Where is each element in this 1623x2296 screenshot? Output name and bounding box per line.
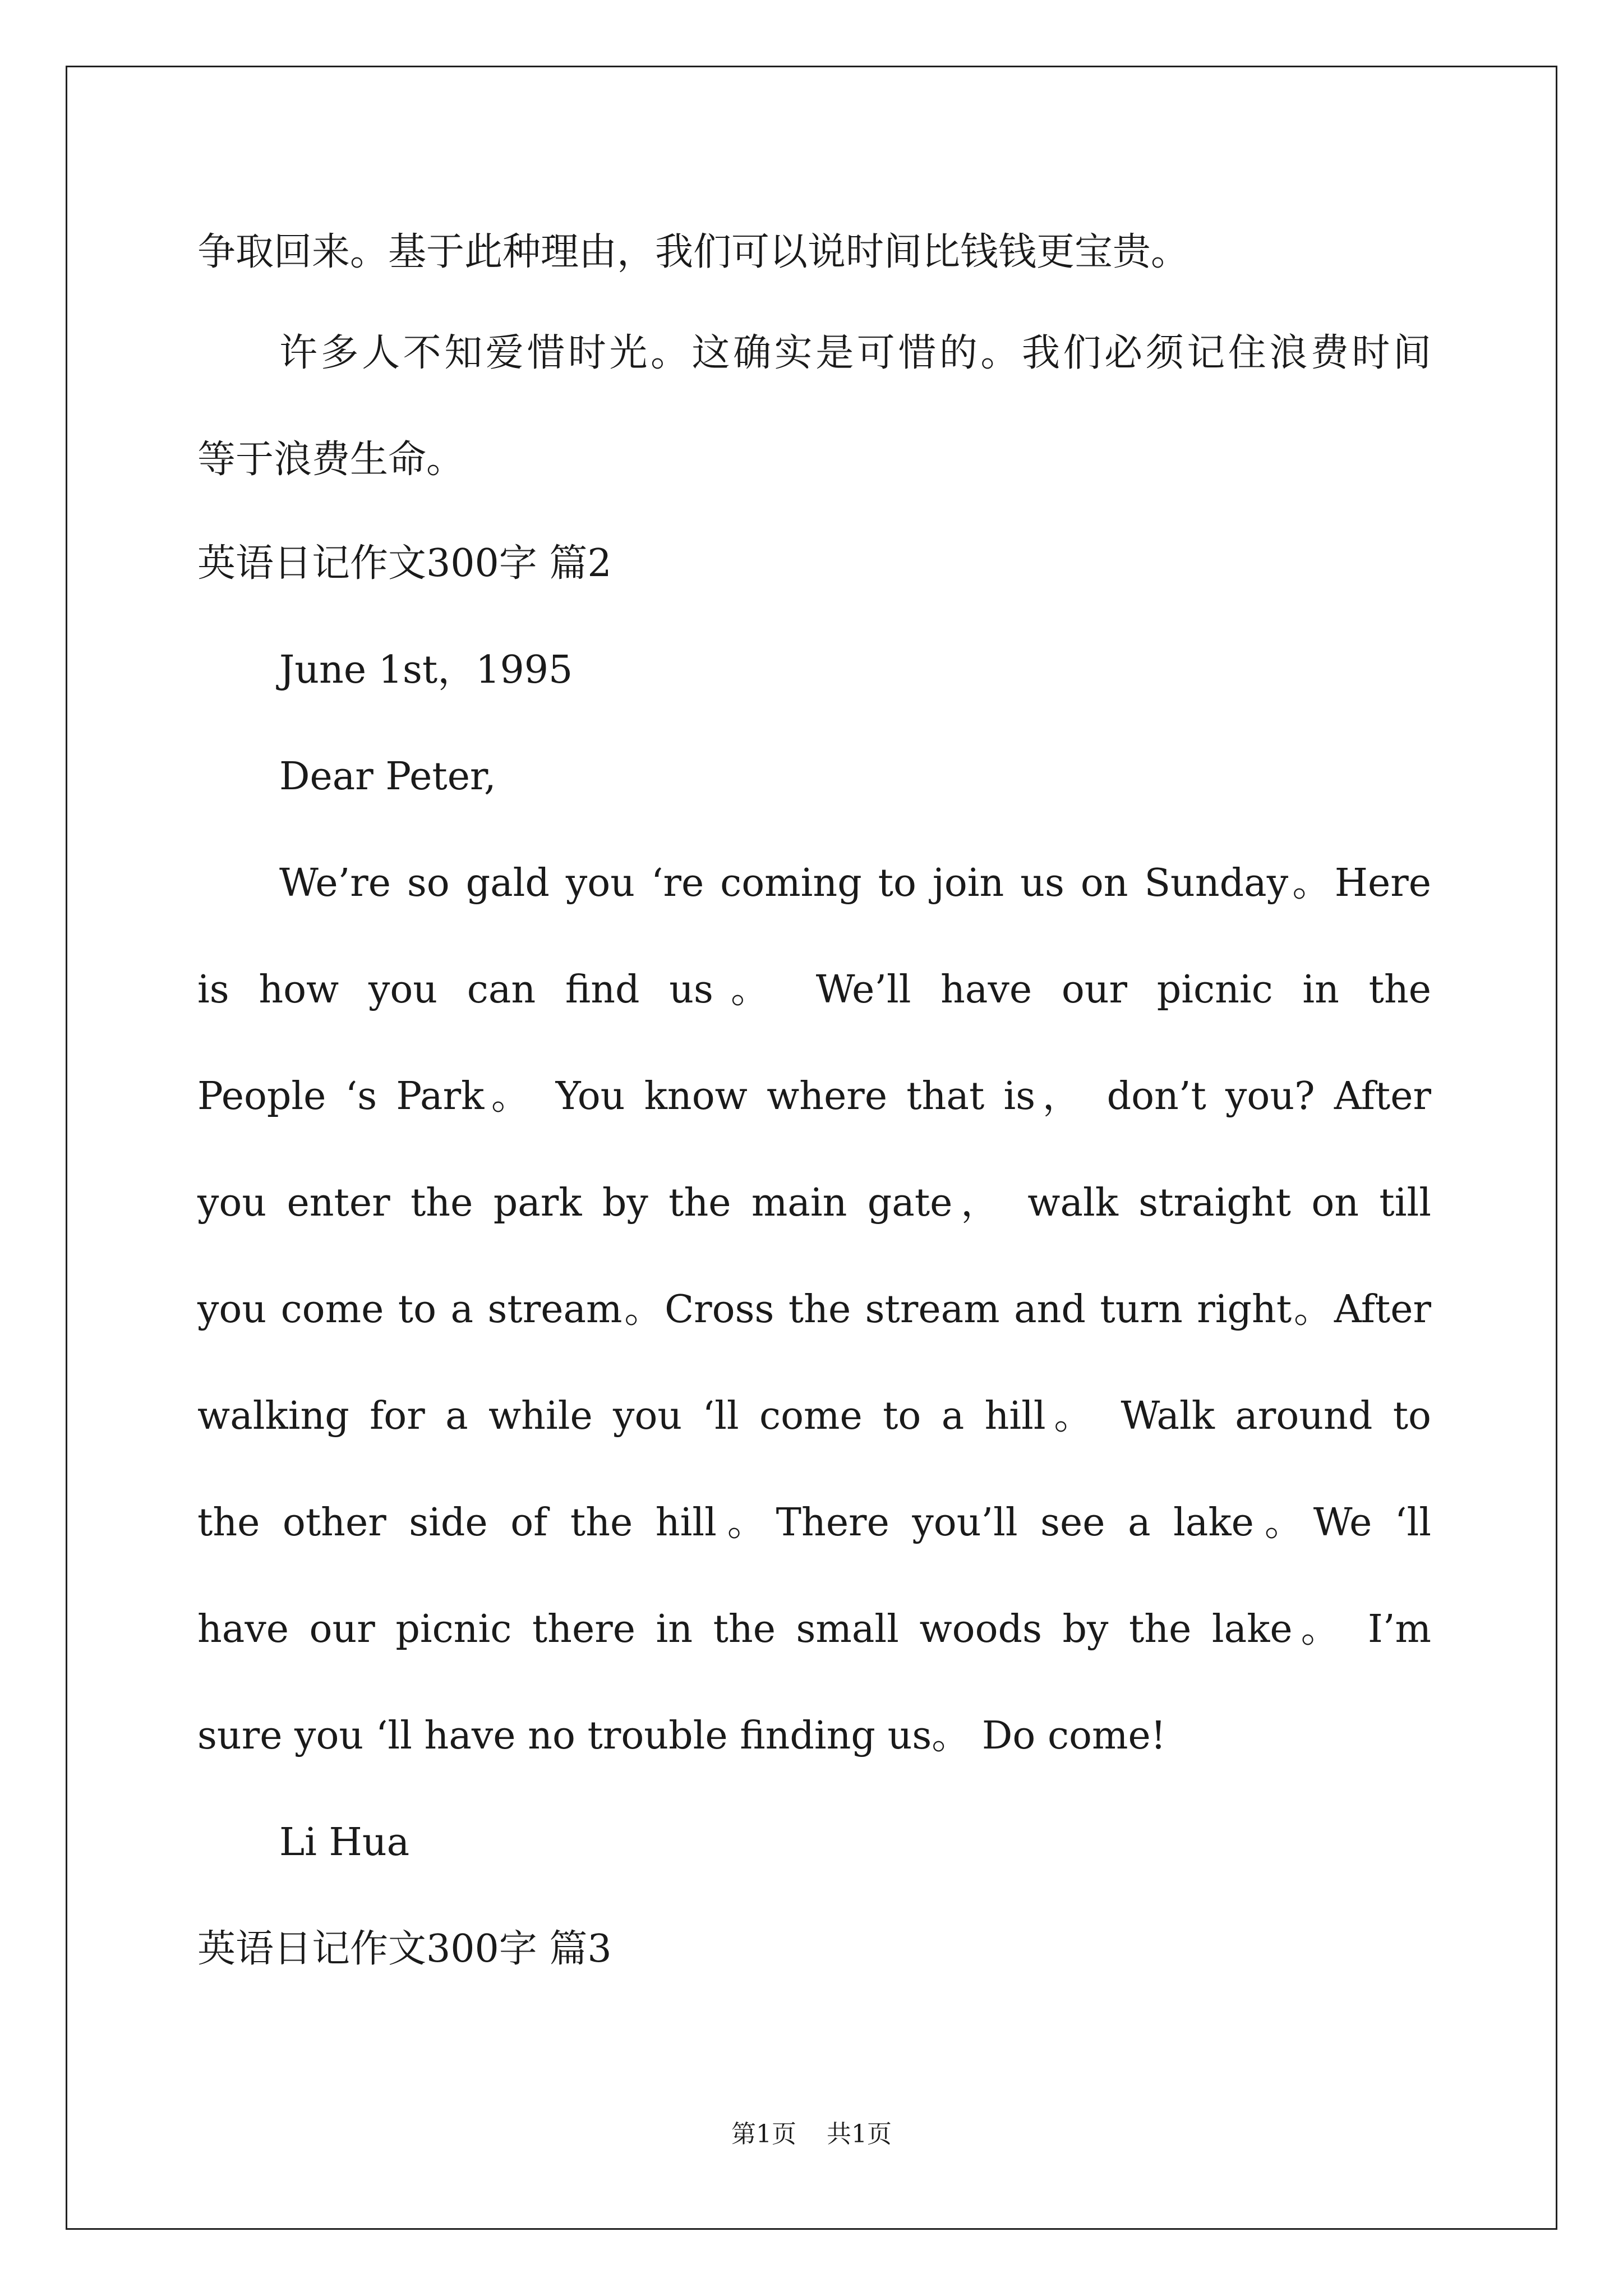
page-total: 共1页 [827, 2120, 892, 2148]
letter-signature: Li Hua [279, 1820, 410, 1865]
page-border [66, 66, 1557, 2230]
letter-body-line: We’re so gald you ‘re coming to join us on Sunday。Here [279, 861, 1431, 905]
letter-body-line: People ‘s Park。 You know where that is， don’t you? After [197, 1074, 1431, 1119]
paragraph-line: 等于浪费生命。 [197, 438, 465, 482]
letter-body-line: you enter the park by the main gate， walk straight on till [197, 1181, 1431, 1225]
page-number: 第1页 [731, 2120, 796, 2148]
letter-body-line: you come to a stream。Cross the stream and turn right。After [197, 1287, 1431, 1332]
letter-body-line: sure you ‘ll have no trouble finding us。 Do come! [197, 1714, 1166, 1758]
paragraph-line: 争取回来。基于此种理由，我们可以说时间比钱钱更宝贵。 [197, 230, 1189, 274]
letter-body-line: is how you can find us。 We’ll have our picnic in the [197, 968, 1431, 1012]
paragraph-line: 许多人不知爱惜时光。这确实是可惜的。我们必须记住浪费时间 [279, 331, 1431, 375]
section-heading: 英语日记作文300字 篇2 [197, 541, 612, 586]
letter-date: June 1st，1995 [279, 648, 573, 692]
letter-salutation: Dear Peter, [279, 754, 496, 799]
page-footer [0, 2118, 1623, 2151]
letter-body-line: walking for a while you ‘ll come to a hill。 Walk around to [197, 1394, 1431, 1438]
letter-body-line: have our picnic there in the small woods by the lake。 I’m [197, 1607, 1431, 1651]
letter-body-line: the other side of the hill。There you’ll see a lake。We ‘ll [197, 1501, 1431, 1545]
section-heading: 英语日记作文300字 篇3 [197, 1927, 612, 1971]
